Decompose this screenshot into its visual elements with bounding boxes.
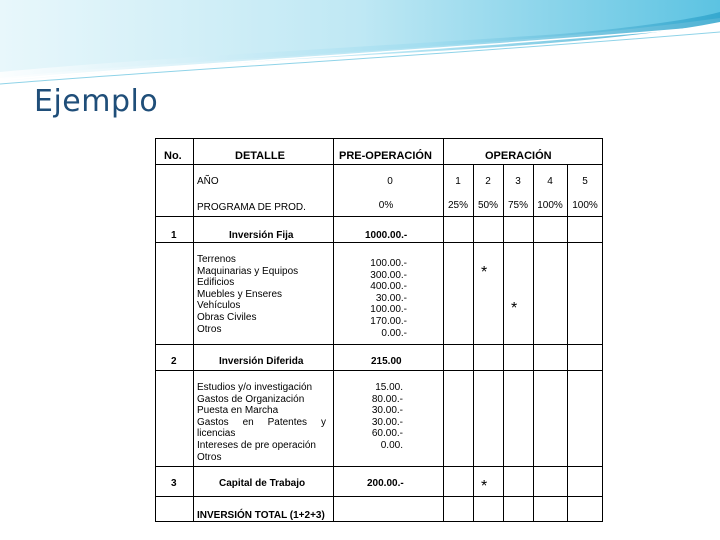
- header-pre-operacion: PRE-OPERACIÓN: [339, 150, 432, 162]
- list-item: Intereses de pre operación: [197, 439, 316, 451]
- ano-year: 4: [547, 176, 553, 187]
- section-1-label: Inversión Fija: [229, 230, 294, 241]
- diferida-items-list: [197, 382, 326, 463]
- list-value: 100.00.-: [370, 304, 407, 316]
- list-value: 300.00.-: [370, 269, 407, 281]
- asterisk-mark: *: [511, 300, 518, 317]
- programa-pct: 100%: [572, 200, 598, 211]
- list-item: licencias: [197, 428, 236, 440]
- fija-items-list: [197, 254, 298, 335]
- row-divider: [155, 242, 603, 243]
- col-divider: [503, 164, 504, 522]
- asterisk-mark: *: [481, 264, 488, 281]
- row-divider: [155, 164, 603, 165]
- list-value: 100.00.-: [370, 258, 407, 269]
- programa-pct: 50%: [477, 200, 498, 211]
- list-item: Otros: [197, 451, 222, 463]
- section-3-number: 3: [171, 478, 177, 489]
- list-item: Puesta en Marcha: [197, 405, 279, 417]
- diferida-values-list: [359, 382, 403, 452]
- list-value: 0.00.-: [381, 327, 407, 339]
- col-divider: [333, 138, 334, 522]
- row-divider: [155, 216, 603, 217]
- row-divider: [155, 344, 603, 345]
- asterisk-mark: *: [481, 478, 488, 495]
- header-swoosh-decoration: [0, 0, 720, 90]
- ano-pre: 0: [387, 176, 393, 187]
- list-value: 15.00.: [375, 382, 403, 393]
- list-item: Edificios: [197, 277, 235, 289]
- list-item: Otros: [197, 323, 222, 335]
- row-divider: [155, 466, 603, 467]
- list-item: Obras Civiles: [197, 311, 257, 323]
- col-divider: [193, 138, 194, 522]
- row-divider: [155, 496, 603, 497]
- section-1-value: 1000.00.-: [365, 230, 408, 241]
- list-item: Maquinarias y Equipos: [197, 265, 299, 277]
- programa-label: PROGRAMA DE PROD.: [197, 202, 306, 213]
- list-value: 30.00.-: [375, 292, 407, 304]
- header-operacion: OPERACIÓN: [485, 150, 552, 162]
- list-item: Gastos de Organización: [197, 393, 305, 405]
- ano-year: 1: [455, 176, 461, 187]
- ano-year: 2: [485, 176, 491, 187]
- fija-values-list: [361, 258, 407, 339]
- col-divider: [567, 164, 568, 522]
- section-3-label: Capital de Trabajo: [219, 478, 306, 489]
- list-value: 400.00.-: [370, 281, 407, 293]
- slide-title: Ejemplo: [34, 84, 159, 119]
- list-value: 80.00.-: [371, 393, 403, 405]
- list-value: 60.00.-: [371, 428, 403, 440]
- header-detalle: DETALLE: [235, 150, 285, 162]
- col-divider: [443, 138, 444, 522]
- section-2-value: 215.00: [371, 356, 402, 367]
- section-2-label: Inversión Diferida: [219, 356, 304, 367]
- ano-year: 3: [515, 176, 521, 187]
- list-value: 30.00.-: [371, 405, 403, 417]
- programa-pct: 75%: [507, 200, 528, 211]
- ano-year: 5: [582, 176, 588, 187]
- total-label: INVERSIÓN TOTAL (1+2+3): [197, 510, 325, 521]
- list-value: 30.00.-: [371, 416, 403, 428]
- section-3-value: 200.00.-: [367, 478, 404, 489]
- list-value: 170.00.-: [370, 315, 407, 327]
- section-2-number: 2: [171, 356, 177, 367]
- list-item: Estudios y/o investigación: [197, 382, 313, 393]
- col-divider: [533, 164, 534, 522]
- col-divider: [473, 164, 474, 522]
- investment-table: [155, 138, 603, 522]
- header-no: No.: [164, 150, 182, 162]
- section-1-number: 1: [171, 230, 177, 241]
- programa-pct: 100%: [537, 200, 563, 211]
- programa-pre: 0%: [378, 200, 394, 211]
- list-value: 0.00.: [380, 439, 403, 451]
- list-item: Vehículos: [197, 300, 241, 312]
- ano-label: AÑO: [197, 176, 219, 187]
- list-item: Terrenos: [197, 254, 236, 265]
- list-item: Gastos en Patentes y: [197, 416, 326, 428]
- row-divider: [155, 370, 603, 371]
- programa-pct: 25%: [447, 200, 468, 211]
- list-item: Muebles y Enseres: [197, 288, 283, 300]
